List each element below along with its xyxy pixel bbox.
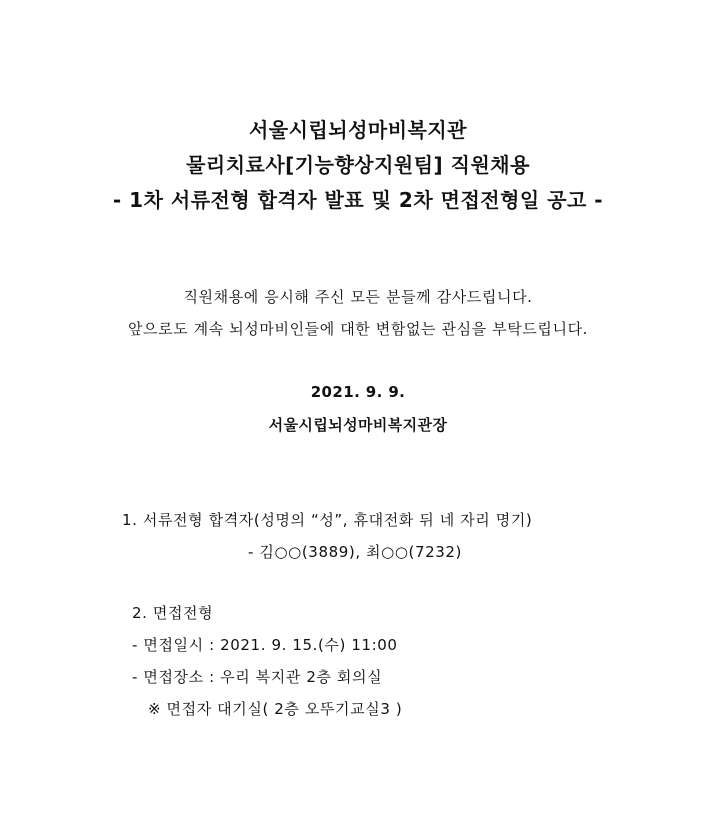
greeting-line-2: 앞으로도 계속 뇌성마비인들에 대한 변함없는 관심을 부탁드립니다. xyxy=(127,320,589,338)
interview-location: - 면접장소 : 우리 복지관 2층 회의실 xyxy=(132,668,383,686)
org-title: 서울시립뇌성마비복지관 xyxy=(248,118,468,142)
issuer-name: 서울시립뇌성마비복지관장 xyxy=(268,416,448,434)
section-1-heading: 1. 서류전형 합격자(성명의 “성”, 휴대전화 뒤 네 자리 명기) xyxy=(122,511,533,529)
section-2-heading: 2. 면접전형 xyxy=(132,604,214,622)
announcement-date: 2021. 9. 9. xyxy=(310,383,406,401)
announcement-subtitle: - 1차 서류전형 합격자 발표 및 2차 면접전형일 공고 - xyxy=(112,188,604,212)
greeting-line-1: 직원채용에 응시해 주신 모든 분들께 감사드립니다. xyxy=(183,288,533,306)
waiting-room-note: ※ 면접자 대기실( 2층 오뚜기교실3 ) xyxy=(148,700,403,718)
applicant-list: - 김○○(3889), 최○○(7232) xyxy=(248,543,463,561)
position-title: 물리치료사[기능향상지원팀] 직원채용 xyxy=(186,153,530,177)
interview-datetime: - 면접일시 : 2021. 9. 15.(수) 11:00 xyxy=(132,636,398,654)
